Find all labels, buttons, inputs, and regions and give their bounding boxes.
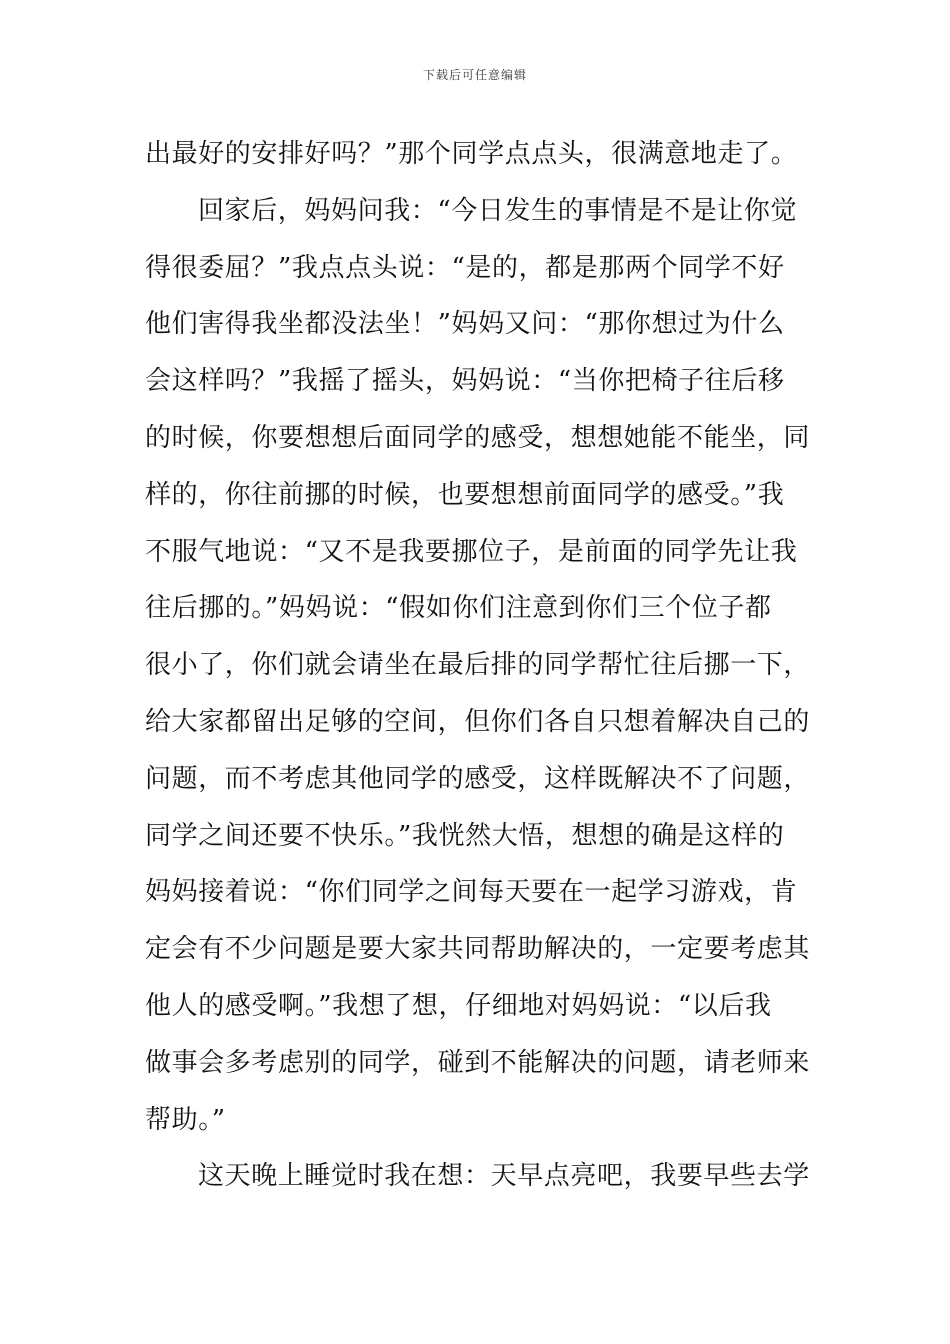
text-line: 定会有不少问题是要大家共同帮助解决的，一定要考虑其 [145, 934, 811, 965]
text-line: 很小了，你们就会请坐在最后排的同学帮忙往后挪一下， [145, 650, 811, 681]
paragraph-start-line: 回家后，妈妈问我：“今日发生的事情是不是让你觉 [198, 195, 798, 226]
page-header: 下载后可任意编辑 [422, 68, 527, 82]
text-line: 往后挪的。”妈妈说：“假如你们注意到你们三个位子都 [145, 593, 772, 624]
document-body [145, 126, 810, 1205]
text-line: 给大家都留出足够的空间，但你们各自只想着解决自己的 [145, 706, 811, 737]
text-line: 出最好的安排好吗？”那个同学点点头，很满意地走了。 [145, 139, 798, 169]
text-line: 的时候，你要想想后面同学的感受，想想她能不能坐，同 [145, 422, 811, 453]
text-line: 他人的感受啊。”我想了想，仔细地对妈妈说：“以后我 [145, 990, 772, 1021]
text-line: 做事会多考虑别的同学，碰到不能解决的问题，请老师来 [145, 1047, 811, 1078]
text-line: 不服气地说：“又不是我要挪位子，是前面的同学先让我 [145, 536, 798, 567]
paragraph-start-line: 这天晚上睡觉时我在想：天早点亮吧，我要早些去学 [198, 1161, 810, 1192]
text-line: 会这样吗？”我摇了摇头，妈妈说：“当你把椅子往后移 [145, 366, 785, 397]
text-line: 帮助。” [145, 1104, 226, 1135]
text-line: 问题，而不考虑其他同学的感受，这样既解决不了问题， [145, 763, 811, 794]
text-line: 他们害得我坐都没法坐！”妈妈又问：“那你想过为什么 [145, 309, 785, 340]
text-line: 样的，你往前挪的时候，也要想想前面同学的感受。”我 [145, 479, 785, 510]
text-line: 得很委屈？”我点点头说：“是的，都是那两个同学不好 [145, 252, 785, 283]
text-line: 同学之间还要不快乐。”我恍然大悟，想想的确是这样的 [145, 820, 785, 851]
text-line: 妈妈接着说：“你们同学之间每天要在一起学习游戏，肯 [145, 877, 798, 908]
